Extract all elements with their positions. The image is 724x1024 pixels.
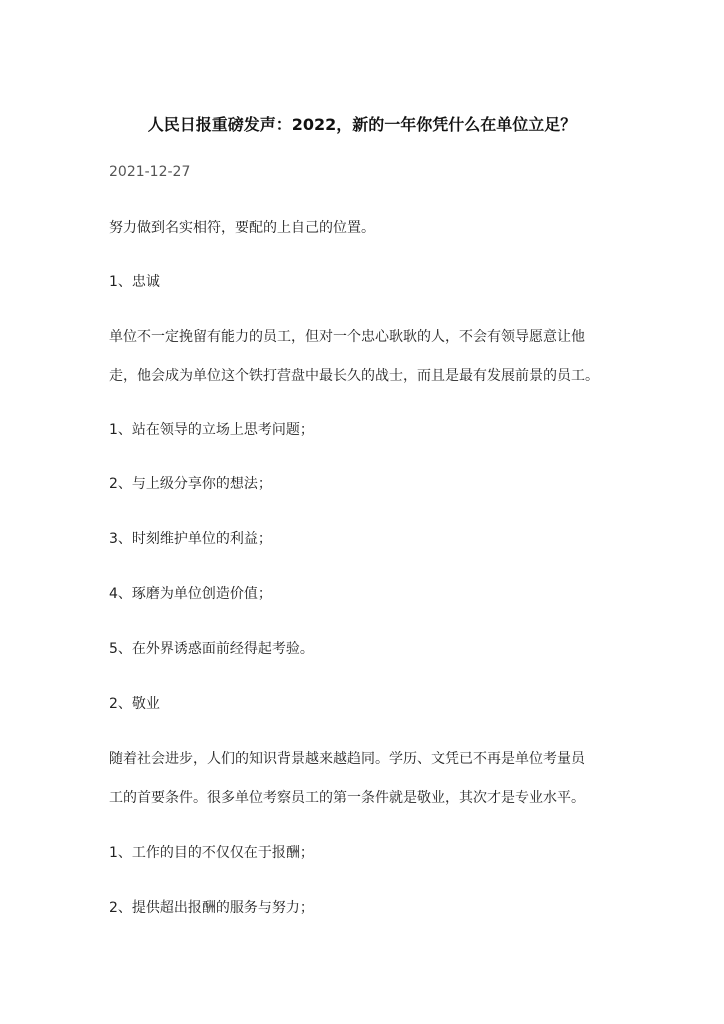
list-item: 5、在外界诱惑面前经得起考验。 <box>109 641 314 657</box>
list-item: 1、工作的目的不仅仅在于报酬； <box>109 845 314 861</box>
paragraph-line: 走，他会成为单位这个铁打营盘中最长久的战士，而且是最有发展前景的员工。 <box>109 368 599 384</box>
paragraph-line: 单位不一定挽留有能力的员工，但对一个忠心耿耿的人，不会有领导愿意让他 <box>109 329 585 345</box>
article-title: 人民日报重磅发声：2022，新的一年你凭什么在单位立足？ <box>147 115 577 134</box>
list-item: 2、提供超出报酬的服务与努力； <box>109 900 314 916</box>
section-heading-dedication: 2、敬业 <box>109 696 160 712</box>
section-heading-loyalty: 1、忠诚 <box>109 274 160 290</box>
publish-date: 2021-12-27 <box>109 164 191 180</box>
list-item: 1、站在领导的立场上思考问题； <box>109 422 314 438</box>
list-item: 3、时刻维护单位的利益； <box>109 531 272 547</box>
intro-paragraph: 努力做到名实相符，要配的上自己的位置。 <box>109 220 375 236</box>
list-item: 4、琢磨为单位创造价值； <box>109 586 272 602</box>
list-item: 2、与上级分享你的想法； <box>109 476 272 492</box>
paragraph-line: 随着社会进步，人们的知识背景越来越趋同。学历、文凭已不再是单位考量员 <box>109 751 585 767</box>
paragraph-line: 工的首要条件。很多单位考察员工的第一条件就是敬业，其次才是专业水平。 <box>109 790 585 806</box>
